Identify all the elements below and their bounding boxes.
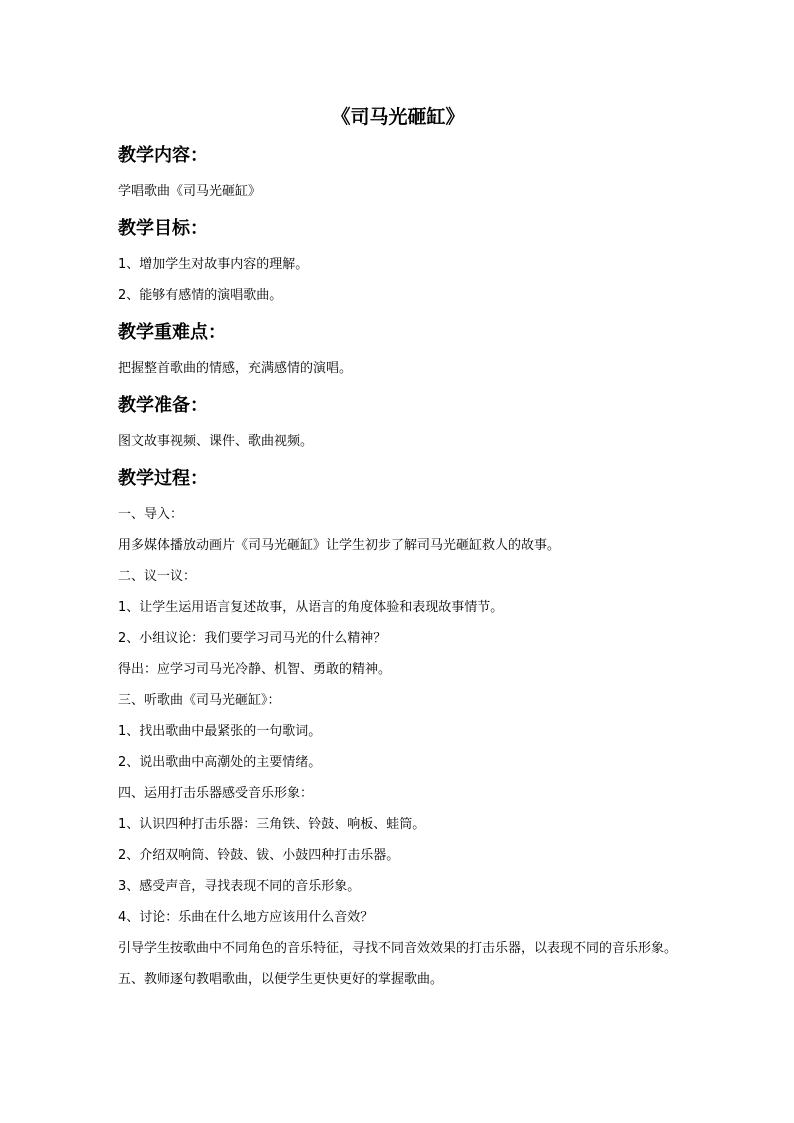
paragraph: 把握整首歌曲的情感，充满感情的演唱。	[118, 361, 353, 376]
paragraph: 1、增加学生对故事内容的理解。	[118, 257, 309, 272]
document-title: 《司马光砸缸》	[331, 106, 465, 128]
document-body	[118, 100, 678, 995]
paragraph: 2、说出歌曲中高潮处的主要情绪。	[118, 755, 322, 770]
heading-keypoints: 教学重难点：	[118, 322, 226, 343]
heading-goals: 教学目标：	[118, 218, 208, 239]
paragraph: 2、能够有感情的演唱歌曲。	[118, 288, 283, 303]
paragraph: 2、小组议论：我们要学习司马光的什么精神？	[118, 631, 387, 646]
paragraph: 1、认识四种打击乐器：三角铁、铃鼓、响板、蛙筒。	[118, 817, 426, 832]
paragraph: 四、运用打击乐器感受音乐形象：	[118, 786, 314, 801]
paragraph: 学唱歌曲《司马光砸缸》	[118, 184, 262, 199]
paragraph: 三、听歌曲《司马光砸缸》：	[118, 693, 281, 708]
paragraph: 引导学生按歌曲中不同角色的音乐特征，寻找不同音效效果的打击乐器，以表现不同的音乐形象。	[118, 941, 678, 956]
paragraph: 二、议一议：	[118, 569, 197, 584]
paragraph: 图文故事视频、课件、歌曲视频。	[118, 434, 314, 449]
heading-process: 教学过程：	[118, 468, 208, 489]
paragraph: 4、讨论：乐曲在什么地方应该用什么音效？	[118, 910, 374, 925]
paragraph: 3、感受声音，寻找表现不同的音乐形象。	[118, 879, 361, 894]
heading-prep: 教学准备：	[118, 395, 208, 416]
paragraph: 用多媒体播放动画片《司马光砸缸》让学生初步了解司马光砸缸救人的故事。	[118, 538, 561, 553]
paragraph: 一、导入：	[118, 507, 184, 522]
paragraph: 得出：应学习司马光冷静、机智、勇敢的精神。	[118, 662, 392, 677]
paragraph: 五、教师逐句教唱歌曲，以便学生更快更好的掌握歌曲。	[118, 972, 444, 987]
heading-content: 教学内容：	[118, 145, 208, 166]
paragraph: 2、介绍双响筒、铃鼓、钹、小鼓四种打击乐器。	[118, 848, 400, 863]
paragraph: 1、让学生运用语言复述故事，从语言的角度体验和表现故事情节。	[118, 600, 504, 615]
paragraph: 1、找出歌曲中最紧张的一句歌词。	[118, 724, 322, 739]
